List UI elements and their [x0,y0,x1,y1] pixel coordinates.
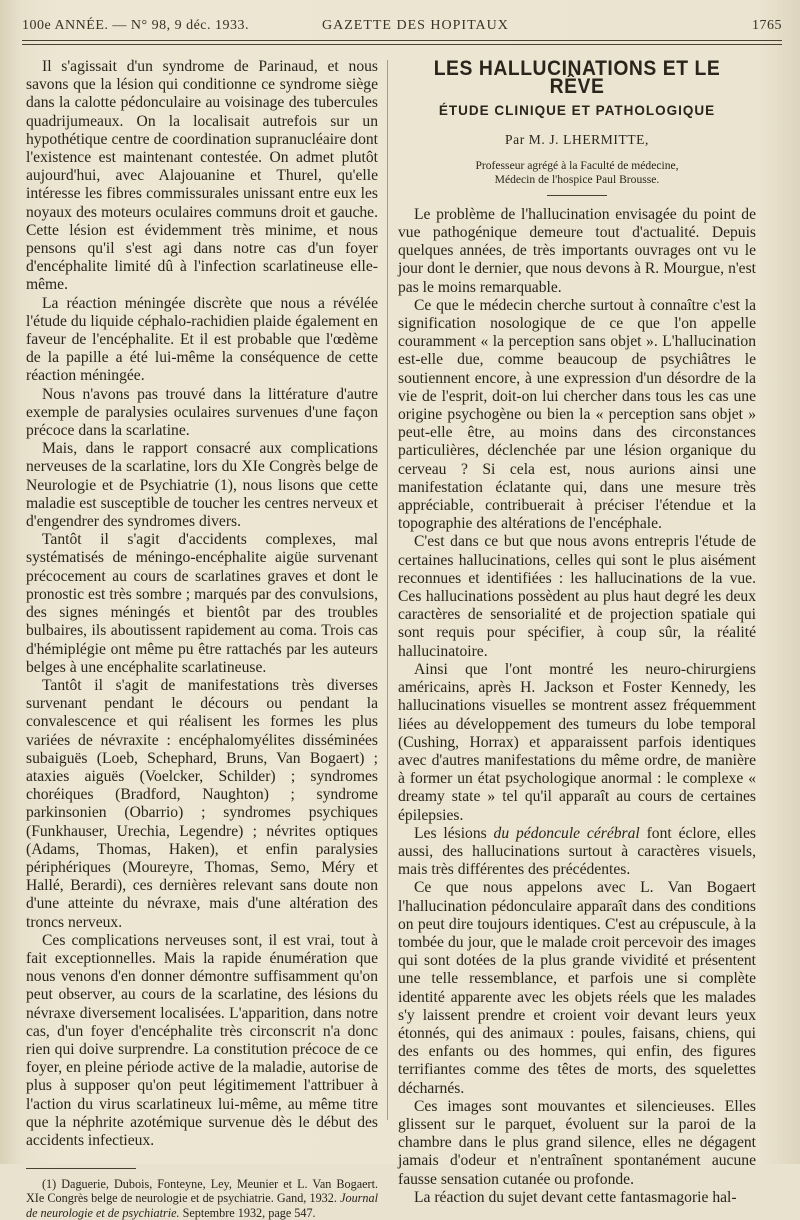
paragraph: Ces images sont mouvantes et silencieuses. Elles glissent sur le parquet, évoluent sur la paroi de la chambre dans le plus grand silence, elles ne dégagent jamais d'odeur et n'entraînent spontanément aucune fausse sensation cutanée ou profonde. [398,1097,756,1188]
publication-title: GAZETTE DES HOPITAUX [322,18,509,33]
paragraph: Tantôt il s'agit d'accidents complexes, mal systématisés de méningo-encéphalite aigüe survenant précocement au cours de scarlatines graves et dont le pronostic est très sombre ; marqués par des convulsions, des signes méningés et bientôt par des troubles bulbaires, ils aboutissent rapidement au coma. Trois cas d'hémiplégie ont même pu être rattachés par les auteurs belges à une encéphalite scarlatineuse. [26,531,378,676]
paragraph [398,825,756,880]
issue-info: 100e ANNÉE. — N° 98, 9 déc. 1933. [22,18,250,33]
footnote-tail: Septembre 1932, page 547. [182,1205,316,1220]
footnote-journal: Journal de neurologie et de psychiatrie. [26,1191,378,1220]
header-rule [22,40,782,41]
right-column [398,58,756,1207]
article-title: LES HALLUCINATIONS ET LE RÊVE [433,57,721,99]
author-affiliation: Professeur agrégé à la Faculté de médecine, [475,158,679,172]
left-column [26,58,378,1220]
text-run: Les lésions [414,824,494,842]
footnote-rule [26,1168,136,1169]
paragraph: Ce que le médecin cherche surtout à connaître c'est la signification nosologique de ce que l'on appelle couramment « la perception sans objet ». L'hallucination est-elle due, comme beaucoup de psychiâtres le soutiennent encore, à une expression d'un désordre de la vie de l'esprit, doit-on lui chercher dans tous les cas une origine psychogène ou bien la « perception sans objet » peut-elle être, au moins dans des circonstances particulières, déclenchée par une lésion organique du cerveau ? Si cela est, nous aurions ainsi une manifestation éclatante qui, dans une mesure très appréciable, contribuerait à préciser l'étendue et la topographie des altérations de l'encéphale. [398,296,756,533]
paragraph: Ce que nous appelons avec L. Van Bogaert l'hallucination pédonculaire apparaît dans des conditions on peut dire toujours identiques. C'est au crépuscule, à la tombée du jour, que le malade croit percevoir des images qui sont dotées de la plus grande vividité et présentent une telle ressemblance, et parfois une si complète identité apparente avec les objets réels que les malades s'y laissent prendre et croient voir devant leurs yeux étonnés, qui des animaux : poules, faisans, chiens, qui des enfants ou des hommes, qui enfin, des figures terrifiantes comme des têtes de morts, des squelettes décharnés. [398,879,756,1097]
author-byline: Par M. J. LHERMITTE, [505,131,649,147]
paragraph: Il s'agissait d'un syndrome de Parinaud, et nous savons que la lésion qui conditionne ce syndrome siège dans la calotte pédonculaire au voisinage des tubercules quadrijumeaux. On la localisait autrefois sur un hypothétique centre de coordination supranucléaire dont l'existence est maintenant contestée. On admet plutôt aujourd'hui, avec Alajouanine et Thurel, qu'elle intéresse les fibres commissurales unissant entre eux les noyaux des moteurs oculaires communs droit et gauche. Cette lésion est évidemment très minime, et nous pensons qu'il s'est agi dans notre cas d'un foyer d'encéphalite limité dû à l'infection scarlatineuse elle-même. [26,58,378,294]
paragraph: Ces complications nerveuses sont, il est vrai, tout à fait exceptionnelles. Mais la rapide énumération que nous venons d'en donner démontre suffisamment qu'on peut observer, au cours de la scarlatine, des lésions du névraxe diversement localisées. L'apparition, dans notre cas, d'un foyer d'encéphalite très circonscrit n'a donc rien qui doive surprendre. La constitution précoce de ce foyer, en pleine période active de la maladie, autorise de plus à supposer qu'on peut légitimement l'attribuer à l'action du virus scarlatineux lui-même, au même titre que la néphrite azotémique survenue dès le début des accidents infectieux. [26,931,378,1149]
italic-term: du pédoncule cérébral [493,824,640,842]
paragraph: C'est dans ce but que nous avons entrepris l'étude de certaines hallucinations, celles qui sont le plus aisément reconnues et identifiées : les hallucinations de la vue. Ces hallucinations possèdent au plus haut degré les deux caractères de sensorialité et de projection spatiale qui sont requis pour spécifier, à coup sûr, la réalité hallucinatoire. [398,533,756,660]
paragraph: Le problème de l'hallucination envisagée du point de vue pathogénique demeure tout d'actualité. Depuis quelques années, de très importants ouvrages ont vu le jour dont le dernier, que nous devons à R. Mourgue, n'est pas le moins remarquable. [398,205,756,296]
paragraph: Ainsi que l'ont montré les neuro-chirurgiens américains, après H. Jackson et Foster Kennedy, les hallucinations visuelles se montrent assez fréquemment liées au développement des tumeurs du lobe temporal (Cushing, Horrax) et apparaissent parfois identiques avec d'autres manifestations du même ordre, de manière à former un état psychologique anormal : le complexe « dreamy state » tel qu'il apparaît au cours de certaines épilepsies. [398,660,756,824]
footnote-text: (1) Daguerie, Dubois, Fonteyne, Ley, Meunier et L. Van Bogaert. XIe Congrès belge de neurologie et de psychiatrie. Gand, 1932. [26,1177,378,1206]
article-subtitle: ÉTUDE CLINIQUE ET PATHOLOGIQUE [438,103,716,119]
paragraph: La réaction du sujet devant cette fantasmagorie hal- [414,1188,737,1206]
paragraph: Nous n'avons pas trouvé dans la littérature d'autre exemple de paralysies oculaires survenues d'une façon précoce dans la scarlatine. [26,385,378,440]
title-rule [547,195,607,196]
header-rule-thin [22,44,782,45]
author-affiliation: Médecin de l'hospice Paul Brousse. [494,172,660,186]
footnote [26,1177,378,1220]
paragraph: Tantôt il s'agit de manifestations très diverses survenant pendant le décours ou pendant la convalescence et qui réalisent les formes les plus variées de névraxite : encéphalomyélites disséminées subaiguës (Loeb, Schephard, Bruns, Van Bogaert) ; ataxies aiguës (Voelcker, Schilder) ; syndromes choréiques (Bradford, Naughton) ; syndrome parkinsonien (Obarrio) ; syndromes psychiques (Funkhauser, Urechia, Legendre) ; névrites optiques (Adams, Thomas, Haken), et enfin paralysies périphériques (Moureyre, Thomas, Semo, Méry et Hallé, Berardi), ces dernières relevant sans doute non d'une atteinte du névraxe, mais d'une altération des troncs nerveux. [26,676,378,931]
paragraph: La réaction méningée discrète que nous a révélée l'étude du liquide céphalo-rachidien plaide également en faveur de l'encéphalite. Et il est probable que l'œdème de la papille a été lui-même la conséquence de cette réaction méningée. [26,294,378,385]
text-run: font éclore, elles aussi, des hallucinations surtout à caractères visuels, mais très différentes des précédentes. [398,824,756,879]
paragraph: Mais, dans le rapport consacré aux complications nerveuses de la scarlatine, lors du XIe Congrès belge de Neurologie et de Psychiatrie (1), nous lisons que cette maladie est susceptible de toucher les centres nerveux et d'engendrer des syndromes divers. [26,440,378,531]
column-divider [387,60,388,1120]
page-number: 1765 [752,18,782,33]
